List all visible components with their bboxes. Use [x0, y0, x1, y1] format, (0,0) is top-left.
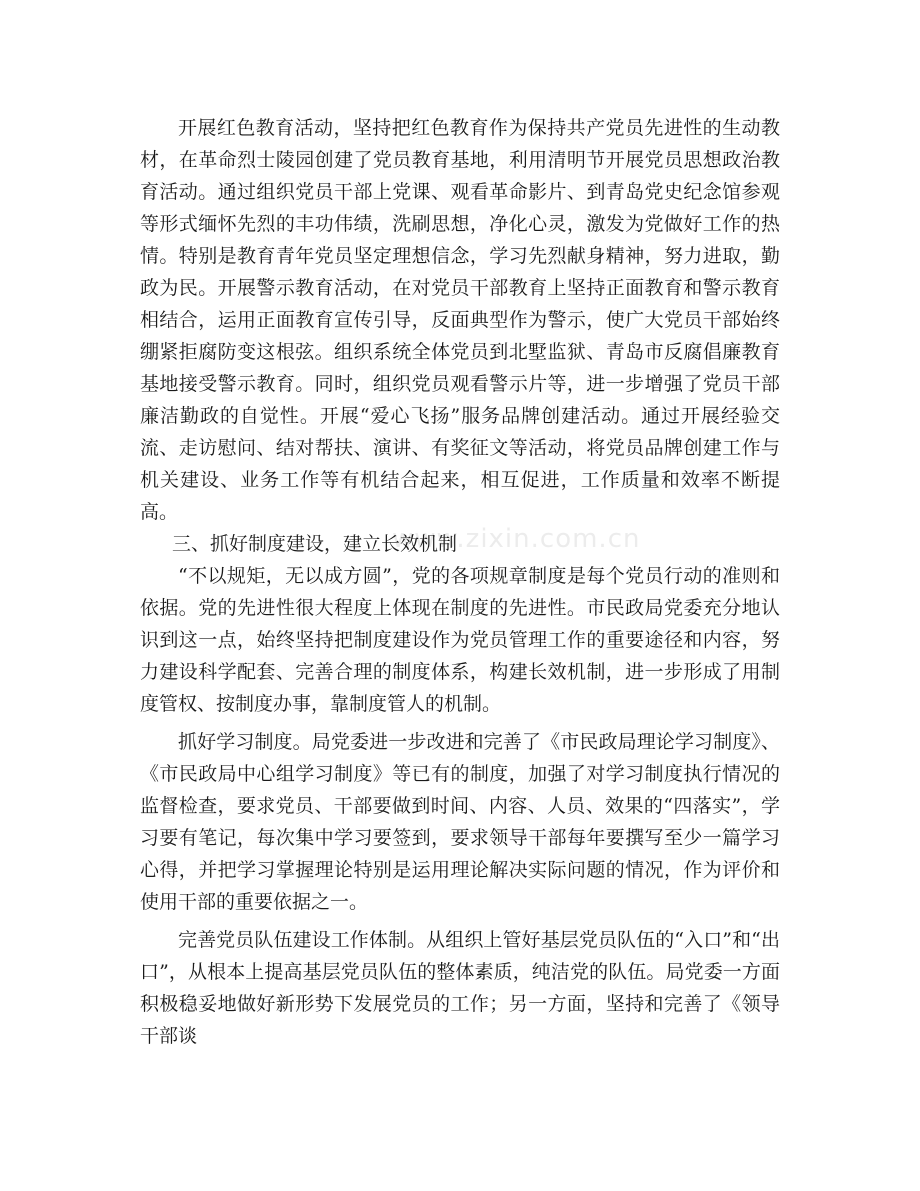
section-heading-system-building: 三、抓好制度建设，建立长效机制	[172, 533, 458, 555]
paragraph-red-education: 开展红色教育活动，坚持把红色教育作为保持共产党员先进性的生动教材，在革命烈士陵园创建了党员教育基地，利用清明节开展党员思想政治教育活动。通过组织党员干部上党课、观看革命影片、到青岛党史纪念馆参观等形式缅怀先烈的丰功伟绩，洗刷思想，净化心灵，激发为党做好工作的热情。特别是教育青年党员坚定理想信念，学习先烈献身精神，努力进取，勤政为民。开展警示教育活动，在对党员干部教育上坚持正面教育和警示教育相结合，运用正面教育宣传引导，反面典型作为警示，使广大党员干部始终绷紧拒腐防变这根弦。组织系统全体党员到北墅监狱、青岛市反腐倡廉教育基地接受警示教育。同时，组织党员观看警示片等，进一步增强了党员干部廉洁勤政的自觉性。开展“爱心飞扬”服务品牌创建活动。通过开展经验交流、走访慰问、结对帮扶、演讲、有奖征文等活动，将党员品牌创建工作与机关建设、业务工作等有机结合起来，相互促进，工作质量和效率不断提高。	[140, 117, 780, 523]
watermark: www.zixin.com.cn	[392, 524, 641, 554]
paragraph-study-system: 抓好学习制度。局党委进一步改进和完善了《市民政局理论学习制度》、《市民政局中心组学习制度》等已有的制度，加强了对学习制度执行情况的监督检查，要求党员、干部要做到时间、内容、人员、效果的“四落实”，学习要有笔记，每次集中学习要签到，要求领导干部每年要撰写至少一篇学习心得，并把学习掌握理论特别是运用理论解决实际问题的情况，作为评价和使用干部的重要依据之一。	[140, 731, 780, 913]
document-body	[140, 112, 780, 1052]
paragraph-rules-importance: “不以规矩，无以成方圆”，党的各项规章制度是每个党员行动的准则和依据。党的先进性很大程度上体现在制度的先进性。市民政局党委充分地认识到这一点，始终坚持把制度建设作为党员管理工作的重要途径和内容，努力建设科学配套、完善合理的制度体系，构建长效机制，进一步形成了用制度管权、按制度办事，靠制度管人的机制。	[140, 565, 780, 715]
paragraph-team-building: 完善党员队伍建设工作体制。从组织上管好基层党员队伍的“入口”和“出口”，从根本上提高基层党员队伍的整体素质，纯洁党的队伍。局党委一方面积极稳妥地做好新形势下发展党员的工作；另一方面，坚持和完善了《领导干部谈	[140, 929, 780, 1047]
